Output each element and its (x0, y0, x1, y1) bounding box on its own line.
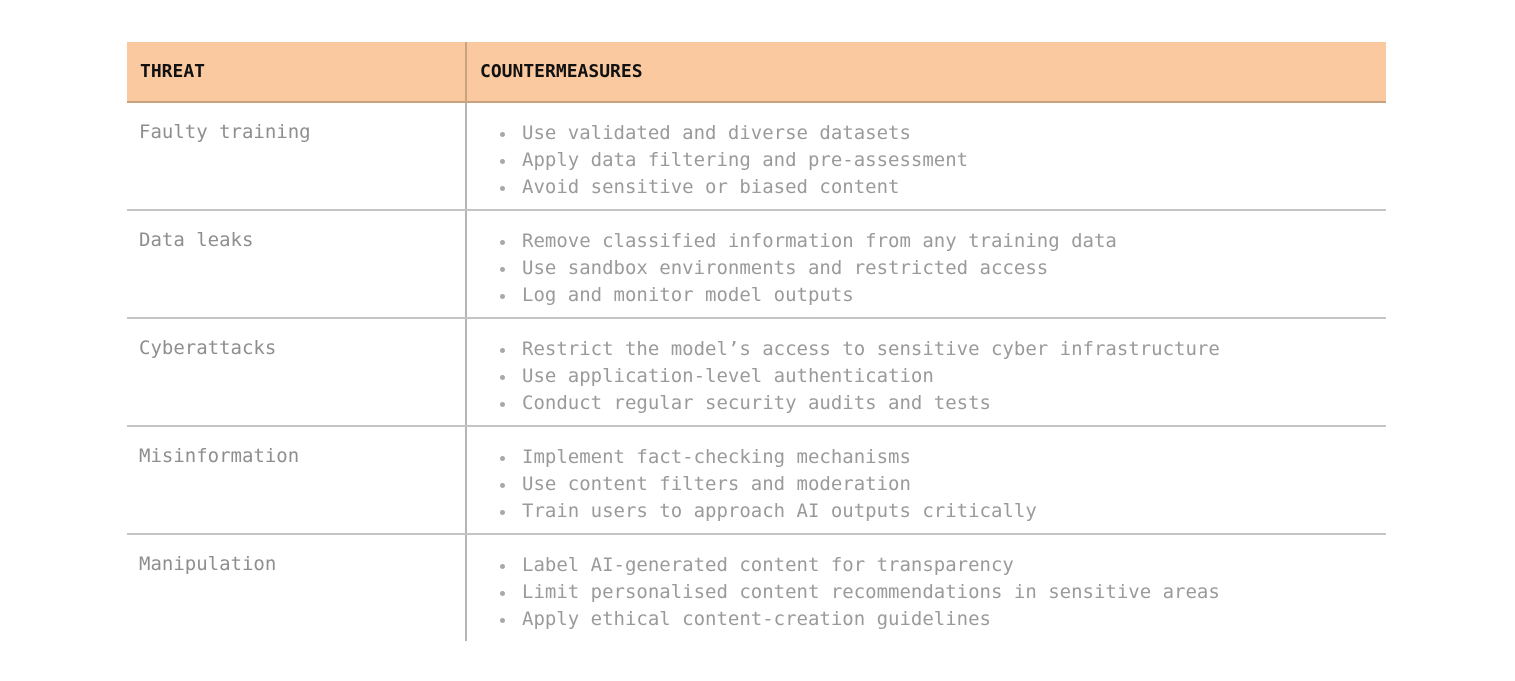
countermeasure-list (467, 427, 1386, 525)
countermeasure-item: Log and monitor model outputs (497, 282, 1386, 309)
countermeasure-item: Use validated and diverse datasets (497, 120, 1386, 147)
threat-countermeasures-table (127, 42, 1386, 641)
countermeasure-item: Use content filters and moderation (497, 471, 1386, 498)
table-row (127, 319, 1386, 427)
countermeasure-list (467, 211, 1386, 309)
countermeasure-item: Use sandbox environments and restricted access (497, 255, 1386, 282)
threat-name: Misinformation (127, 427, 467, 533)
countermeasure-item: Conduct regular security audits and tests (497, 390, 1386, 417)
countermeasure-list (467, 535, 1386, 633)
header-countermeasures: COUNTERMEASURES (480, 61, 643, 82)
countermeasure-item: Limit personalised content recommendations in sensitive areas (497, 579, 1386, 606)
table-header (127, 42, 1386, 103)
countermeasure-item: Label AI-generated content for transparency (497, 552, 1386, 579)
threat-name: Faulty training (127, 103, 467, 209)
countermeasure-item: Train users to approach AI outputs critically (497, 498, 1386, 525)
threat-name: Cyberattacks (127, 319, 467, 425)
table-row (127, 427, 1386, 535)
threat-name: Data leaks (127, 211, 467, 317)
countermeasure-item: Restrict the model’s access to sensitive cyber infrastructure (497, 336, 1386, 363)
countermeasure-item: Apply ethical content-creation guidelines (497, 606, 1386, 633)
countermeasure-list (467, 103, 1386, 201)
countermeasure-list (467, 319, 1386, 417)
countermeasure-item: Remove classified information from any training data (497, 228, 1386, 255)
table-row (127, 103, 1386, 211)
table-row (127, 535, 1386, 641)
countermeasure-item: Implement fact-checking mechanisms (497, 444, 1386, 471)
countermeasure-item: Use application-level authentication (497, 363, 1386, 390)
header-threat: THREAT (127, 42, 467, 101)
countermeasure-item: Apply data filtering and pre-assessment (497, 147, 1386, 174)
threat-name: Manipulation (127, 535, 467, 641)
table-row (127, 211, 1386, 319)
countermeasure-item: Avoid sensitive or biased content (497, 174, 1386, 201)
